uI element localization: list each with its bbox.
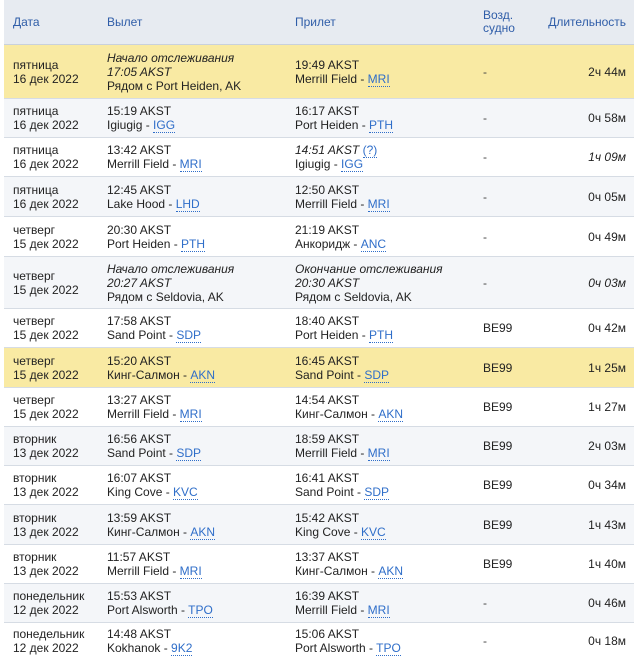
aircraft-cell: - xyxy=(483,634,487,648)
date-cell: пятница 16 дек 2022 xyxy=(13,57,79,86)
aircraft-cell: - xyxy=(483,596,487,610)
aircraft-cell: BE99 xyxy=(483,360,513,375)
header-aircraft[interactable]: Возд. судно xyxy=(483,8,515,35)
arrival-cell: 16:17 AKST Port Heiden - PTH xyxy=(295,104,394,132)
departure-cell: 15:19 AKST Igiugig - IGG xyxy=(107,104,176,132)
aircraft-cell: - xyxy=(483,64,487,79)
arrival-cell: 18:59 AKST Merrill Field - MRI xyxy=(295,432,390,460)
arrival-cell: 18:40 AKST Port Heiden - PTH xyxy=(295,314,394,342)
date-cell: четверг 15 дек 2022 xyxy=(13,353,79,382)
airport-code-link[interactable]: MRI xyxy=(179,407,202,421)
table-row[interactable] xyxy=(4,45,634,99)
departure-cell: Начало отслеживания 20:27 AKST Рядом с Seldovia, AK xyxy=(107,261,235,304)
header-departure[interactable]: Вылет xyxy=(107,15,143,29)
airport-code-link[interactable]: 9K2 xyxy=(171,641,193,655)
table-row[interactable] xyxy=(4,427,634,466)
duration-cell: 0ч 42м xyxy=(588,321,626,335)
airport-code-link[interactable]: AKN xyxy=(378,407,404,421)
departure-cell: 13:27 AKST Merrill Field - MRI xyxy=(107,393,202,421)
airport-code-link[interactable]: SDP xyxy=(176,446,202,460)
aircraft-cell: - xyxy=(483,189,487,204)
date-cell: четверг 15 дек 2022 xyxy=(13,314,79,342)
arrival-cell: 19:49 AKST Merrill Field - MRI xyxy=(295,57,390,86)
arrival-cell: 16:41 AKST Sand Point - SDP xyxy=(295,471,390,499)
table-row[interactable] xyxy=(4,257,634,309)
duration-cell: 1ч 09м xyxy=(588,150,626,164)
departure-cell: 16:07 AKST King Cove - KVC xyxy=(107,471,198,499)
airport-code-link[interactable]: MRI xyxy=(367,446,390,460)
airport-code-link[interactable]: MRI xyxy=(367,71,390,86)
aircraft-cell: BE99 xyxy=(483,478,513,492)
date-cell: четверг 15 дек 2022 xyxy=(13,268,79,297)
departure-cell: 13:59 AKST Кинг-Салмон - AKN xyxy=(107,510,216,539)
table-row[interactable] xyxy=(4,348,634,388)
airport-code-link[interactable]: PTH xyxy=(369,118,394,132)
arrival-cell: 21:19 AKST Анкоридж - ANC xyxy=(295,222,387,251)
table-row[interactable] xyxy=(4,505,634,545)
airport-code-link[interactable]: SDP xyxy=(364,485,390,499)
aircraft-cell: BE99 xyxy=(483,557,513,571)
duration-cell: 2ч 44м xyxy=(588,64,626,79)
airport-code-link[interactable]: ANC xyxy=(360,236,387,251)
date-cell: вторник 13 дек 2022 xyxy=(13,432,79,460)
date-cell: пятница 16 дек 2022 xyxy=(13,104,79,132)
duration-cell: 1ч 27м xyxy=(588,400,626,414)
airport-code-link[interactable]: AKN xyxy=(190,367,216,382)
airport-code-link[interactable]: SDP xyxy=(176,328,202,342)
table-row[interactable] xyxy=(4,623,634,659)
arrival-cell: 16:39 AKST Merrill Field - MRI xyxy=(295,589,390,617)
airport-code-link[interactable]: IGG xyxy=(341,157,364,171)
date-cell: понедельник 12 дек 2022 xyxy=(13,589,85,617)
date-cell: вторник 13 дек 2022 xyxy=(13,510,79,539)
airport-code-link[interactable]: PTH xyxy=(369,328,394,342)
airport-code-link[interactable]: KVC xyxy=(173,485,198,499)
table-row[interactable] xyxy=(4,545,634,584)
airport-code-link[interactable]: SDP xyxy=(364,367,390,382)
airport-code-link[interactable]: TPO xyxy=(376,641,401,655)
arrival-cell: 15:06 AKST Port Alsworth - TPO xyxy=(295,627,401,655)
header-duration[interactable]: Длительность xyxy=(548,15,626,29)
date-cell: вторник 13 дек 2022 xyxy=(13,550,79,578)
aircraft-cell: - xyxy=(483,150,487,164)
departure-cell: 15:53 AKST Port Alsworth - TPO xyxy=(107,589,213,617)
arrival-cell: 13:37 AKST Кинг-Салмон - AKN xyxy=(295,550,404,578)
estimated-help-link[interactable]: (?) xyxy=(362,143,378,157)
airport-code-link[interactable]: LHD xyxy=(175,196,200,211)
duration-cell: 0ч 03м xyxy=(588,275,626,290)
duration-cell: 0ч 49м xyxy=(588,229,626,244)
duration-cell: 0ч 46м xyxy=(588,596,626,610)
departure-cell: Начало отслеживания 17:05 AKST Рядом с Port Heiden, AK xyxy=(107,50,242,93)
airport-code-link[interactable]: MRI xyxy=(367,196,390,211)
aircraft-cell: BE99 xyxy=(483,517,513,532)
arrival-cell: 14:51 AKST (?) Igiugig - IGG xyxy=(295,143,378,171)
aircraft-cell: BE99 xyxy=(483,321,513,335)
header-date[interactable]: Дата xyxy=(13,15,40,29)
aircraft-cell: BE99 xyxy=(483,439,513,453)
airport-code-link[interactable]: PTH xyxy=(181,236,206,251)
table-row[interactable] xyxy=(4,99,634,138)
duration-cell: 0ч 18м xyxy=(588,634,626,648)
aircraft-cell: - xyxy=(483,111,487,125)
arrival-cell: 15:42 AKST King Cove - KVC xyxy=(295,510,386,539)
arrival-cell: 12:50 AKST Merrill Field - MRI xyxy=(295,182,390,211)
aircraft-cell: - xyxy=(483,275,487,290)
departure-cell: 14:48 AKST Kokhanok - 9K2 xyxy=(107,627,193,655)
airport-code-link[interactable]: AKN xyxy=(190,524,216,539)
arrival-cell: 14:54 AKST Кинг-Салмон - AKN xyxy=(295,393,404,421)
departure-cell: 16:56 AKST Sand Point - SDP xyxy=(107,432,202,460)
airport-code-link[interactable]: TPO xyxy=(188,603,213,617)
airport-code-link[interactable]: AKN xyxy=(378,564,404,578)
airport-code-link[interactable]: MRI xyxy=(179,564,202,578)
duration-cell: 1ч 25м xyxy=(588,360,626,375)
date-cell: четверг 15 дек 2022 xyxy=(13,222,79,251)
duration-cell: 1ч 43м xyxy=(588,517,626,532)
date-cell: четверг 15 дек 2022 xyxy=(13,393,79,421)
date-cell: понедельник 12 дек 2022 xyxy=(13,627,85,655)
duration-cell: 0ч 34м xyxy=(588,478,626,492)
airport-code-link[interactable]: MRI xyxy=(179,157,202,171)
departure-cell: 17:58 AKST Sand Point - SDP xyxy=(107,314,202,342)
date-cell: пятница 16 дек 2022 xyxy=(13,182,79,211)
aircraft-cell: BE99 xyxy=(483,400,513,414)
duration-cell: 0ч 58м xyxy=(588,111,626,125)
table-row[interactable] xyxy=(4,466,634,505)
table-row[interactable] xyxy=(4,177,634,217)
departure-cell: 13:42 AKST Merrill Field - MRI xyxy=(107,143,202,171)
airport-code-link[interactable]: IGG xyxy=(153,118,176,132)
aircraft-cell: - xyxy=(483,229,487,244)
date-cell: пятница 16 дек 2022 xyxy=(13,143,79,171)
duration-cell: 1ч 40м xyxy=(588,557,626,571)
departure-cell: 15:20 AKST Кинг-Салмон - AKN xyxy=(107,353,216,382)
table-row[interactable] xyxy=(4,138,634,177)
airport-code-link[interactable]: KVC xyxy=(361,524,386,539)
departure-cell: 11:57 AKST Merrill Field - MRI xyxy=(107,550,202,578)
table-row[interactable] xyxy=(4,584,634,623)
table-row[interactable] xyxy=(4,309,634,348)
departure-cell: 12:45 AKST Lake Hood - LHD xyxy=(107,182,200,211)
departure-cell: 20:30 AKST Port Heiden - PTH xyxy=(107,222,206,251)
header-arrival[interactable]: Прилет xyxy=(295,15,336,29)
table-header xyxy=(4,0,634,45)
table-row[interactable] xyxy=(4,217,634,257)
date-cell: вторник 13 дек 2022 xyxy=(13,471,79,499)
airport-code-link[interactable]: MRI xyxy=(367,603,390,617)
duration-cell: 2ч 03м xyxy=(588,439,626,453)
table-row[interactable] xyxy=(4,388,634,427)
arrival-cell: 16:45 AKST Sand Point - SDP xyxy=(295,353,390,382)
arrival-cell: Окончание отслеживания 20:30 AKST Рядом с Seldovia, AK xyxy=(295,261,443,304)
duration-cell: 0ч 05м xyxy=(588,189,626,204)
